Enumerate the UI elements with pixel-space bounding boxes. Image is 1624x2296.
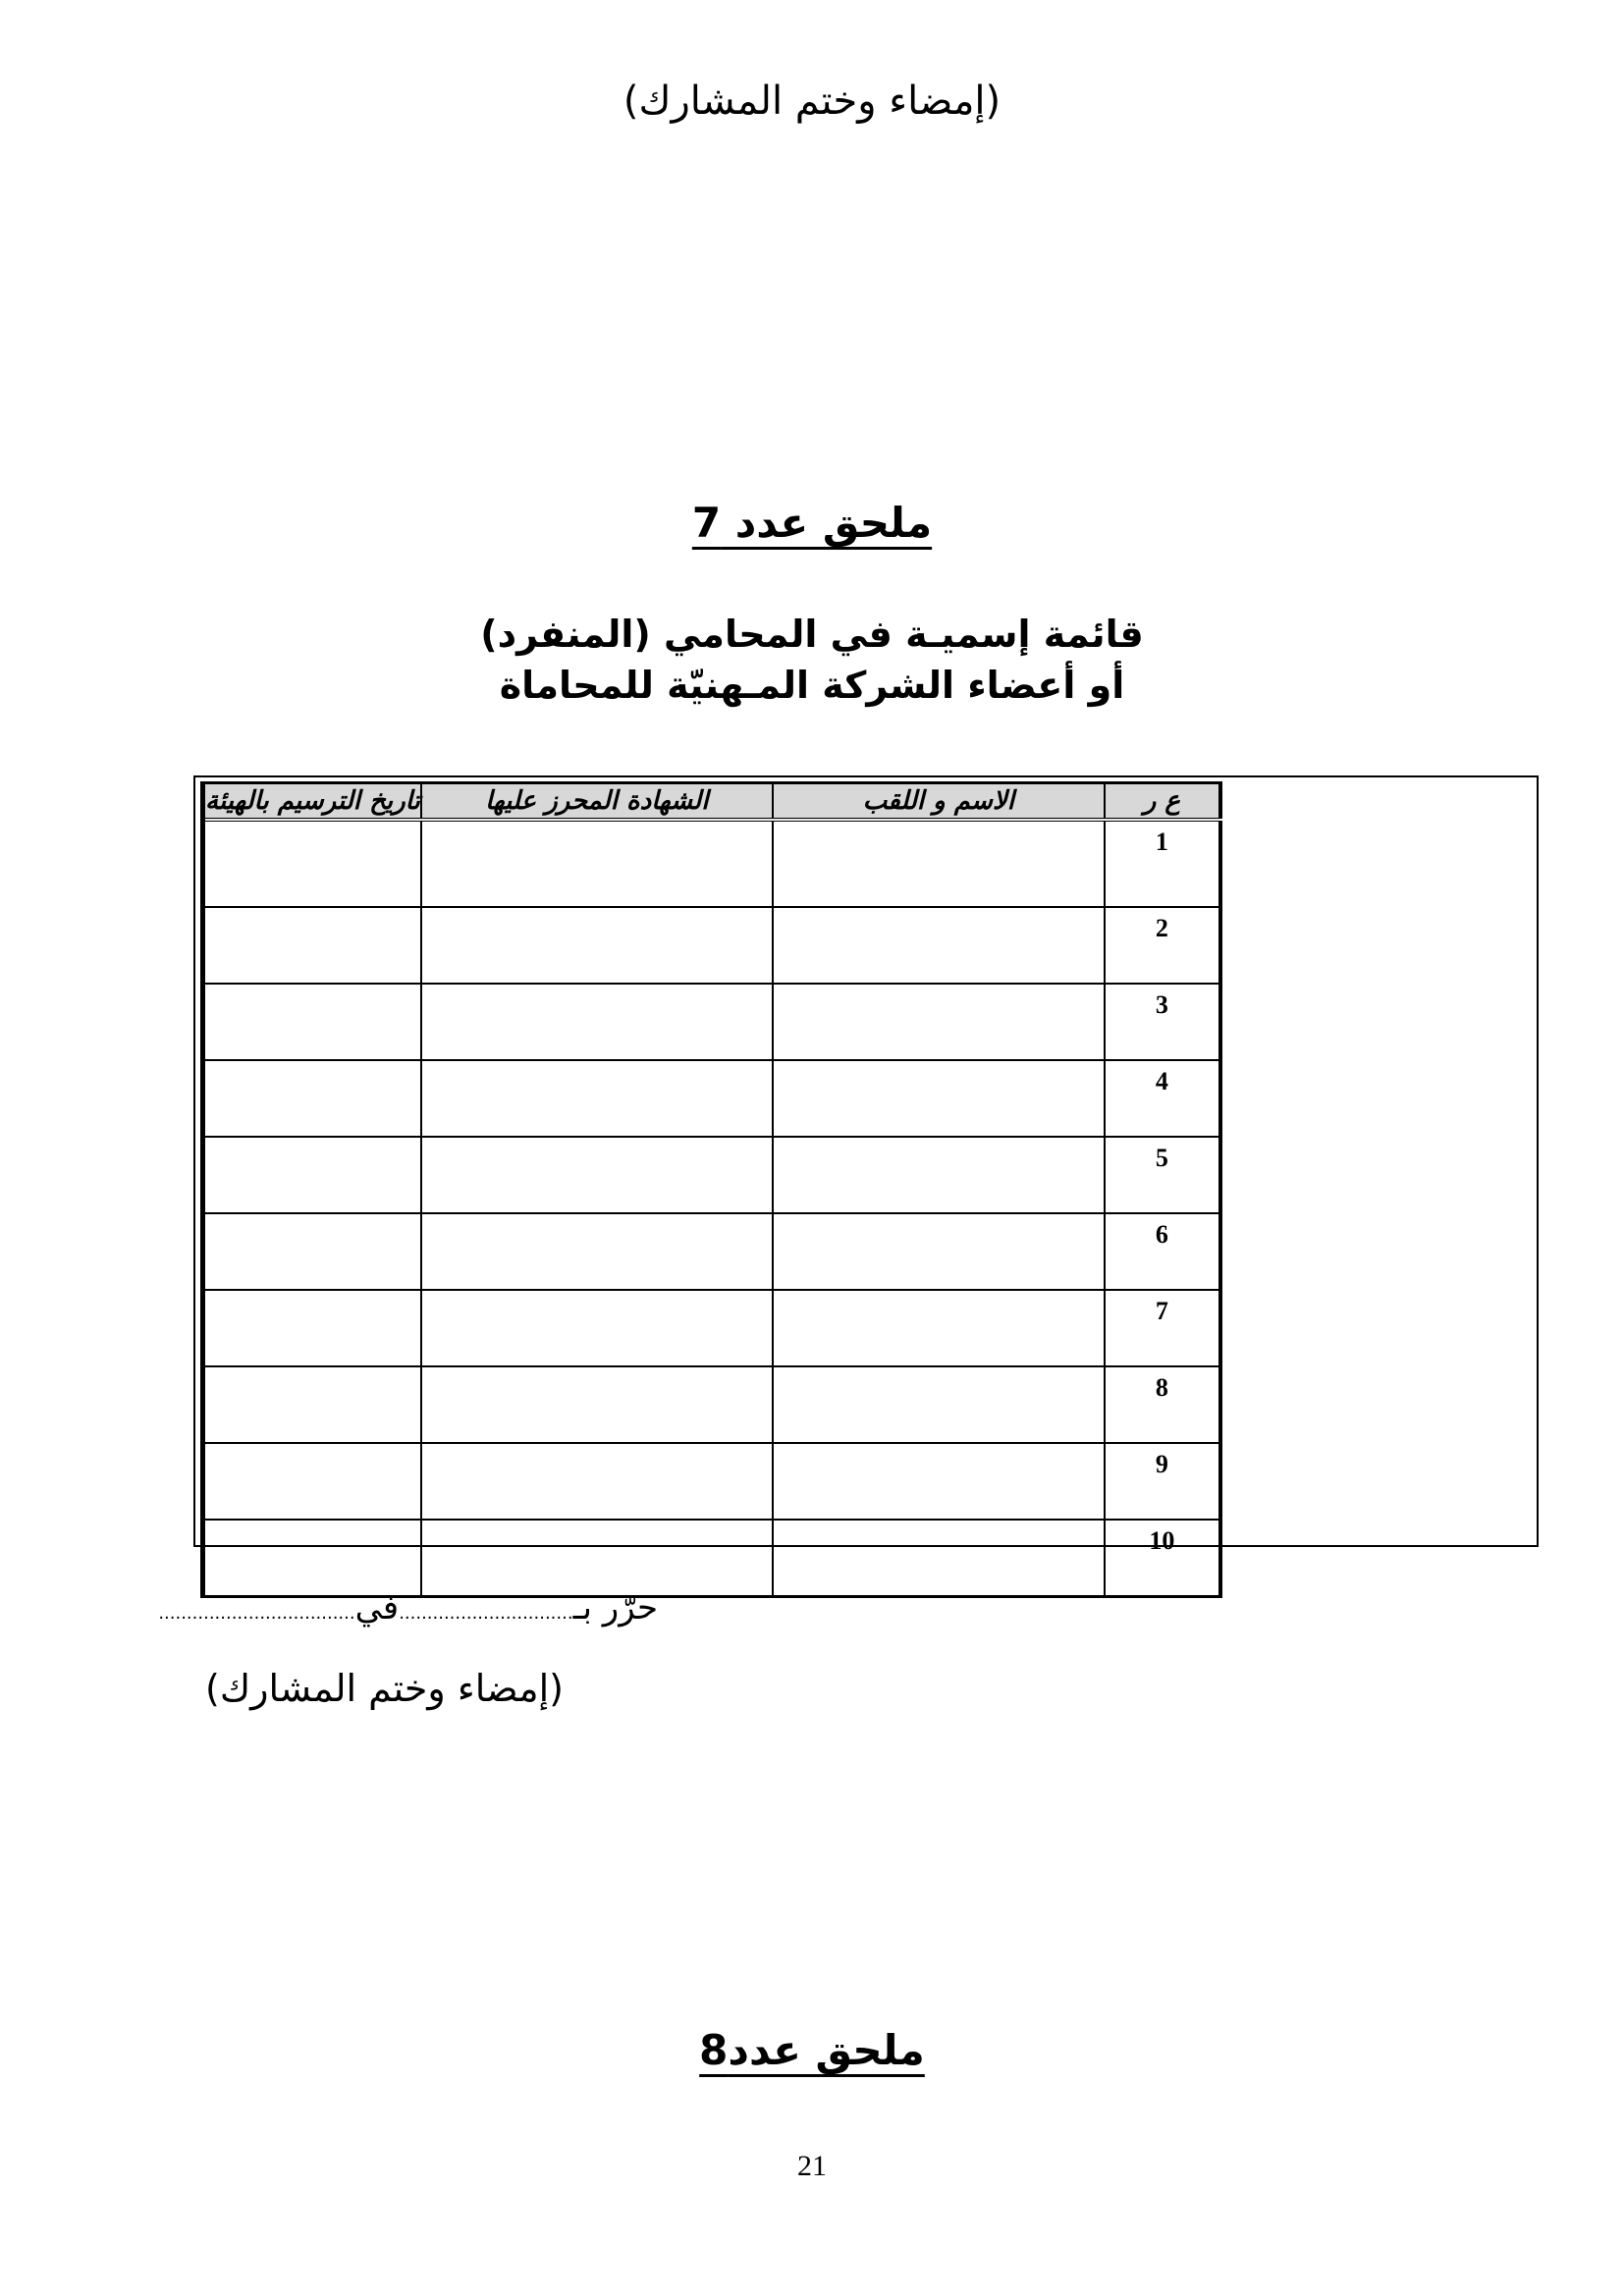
list-title-line-2: أو أعضاء الشركة المـهنيّة للمحاماة bbox=[499, 664, 1125, 707]
registration-date-cell[interactable] bbox=[203, 984, 421, 1060]
table-row bbox=[203, 1366, 1220, 1443]
row-number: 7 bbox=[1105, 1290, 1220, 1366]
name-cell[interactable] bbox=[773, 1520, 1105, 1597]
drafted-at-place-field[interactable]: ............................... bbox=[399, 1603, 573, 1624]
bottom-signature-text: (إمضاء وختم المشارك) bbox=[205, 1667, 564, 1710]
table-row bbox=[203, 1443, 1220, 1520]
certificate-cell[interactable] bbox=[421, 1060, 773, 1137]
row-number: 6 bbox=[1105, 1213, 1220, 1290]
certificate-cell[interactable] bbox=[421, 1213, 773, 1290]
registration-date-cell[interactable] bbox=[203, 1520, 421, 1597]
drafted-at-label: حرّر بـ bbox=[572, 1588, 658, 1628]
drafted-at-line bbox=[158, 1588, 658, 1628]
top-signature-text: (إمضاء وختم المشارك) bbox=[623, 79, 1001, 124]
table-row bbox=[203, 1520, 1220, 1597]
registration-date-cell[interactable] bbox=[203, 820, 421, 907]
name-cell[interactable] bbox=[773, 820, 1105, 907]
table-row bbox=[203, 1290, 1220, 1366]
certificate-cell[interactable] bbox=[421, 1137, 773, 1213]
certificate-cell[interactable] bbox=[421, 1290, 773, 1366]
row-number: 1 bbox=[1105, 820, 1220, 907]
name-cell[interactable] bbox=[773, 1443, 1105, 1520]
row-number: 3 bbox=[1105, 984, 1220, 1060]
column-header-name: الاسم و اللقب bbox=[773, 783, 1105, 821]
name-cell[interactable] bbox=[773, 1137, 1105, 1213]
registration-date-cell[interactable] bbox=[203, 1060, 421, 1137]
row-number: 9 bbox=[1105, 1443, 1220, 1520]
row-number: 8 bbox=[1105, 1366, 1220, 1443]
row-number: 4 bbox=[1105, 1060, 1220, 1137]
table-row bbox=[203, 984, 1220, 1060]
table-row bbox=[203, 1060, 1220, 1137]
certificate-cell[interactable] bbox=[421, 1366, 773, 1443]
name-cell[interactable] bbox=[773, 1213, 1105, 1290]
column-header-certificate: الشهادة المحرز عليها bbox=[421, 783, 773, 821]
members-table-frame bbox=[193, 775, 1539, 1555]
registration-date-cell[interactable] bbox=[203, 1137, 421, 1213]
name-cell[interactable] bbox=[773, 907, 1105, 984]
on-date-label: في bbox=[354, 1588, 400, 1628]
registration-date-cell[interactable] bbox=[203, 1366, 421, 1443]
annex-7-heading: ملحق عدد 7 bbox=[691, 499, 933, 547]
certificate-cell[interactable] bbox=[421, 820, 773, 907]
column-header-number: ع ر bbox=[1105, 783, 1220, 821]
registration-date-cell[interactable] bbox=[203, 1213, 421, 1290]
name-cell[interactable] bbox=[773, 1060, 1105, 1137]
annex-8-heading: ملحق عدد8 bbox=[699, 2026, 925, 2074]
list-title-line-1: قائمة إسميـة في المحامي (المنفرد) bbox=[480, 613, 1144, 656]
page-number: 21 bbox=[797, 2150, 827, 2182]
table-row bbox=[203, 1213, 1220, 1290]
table-row bbox=[203, 907, 1220, 984]
name-cell[interactable] bbox=[773, 1290, 1105, 1366]
members-table bbox=[200, 781, 1222, 1598]
registration-date-cell[interactable] bbox=[203, 907, 421, 984]
certificate-cell[interactable] bbox=[421, 907, 773, 984]
drafted-on-date-field[interactable]: ................................... bbox=[158, 1603, 355, 1624]
row-number: 5 bbox=[1105, 1137, 1220, 1213]
certificate-cell[interactable] bbox=[421, 1443, 773, 1520]
row-number: 10 bbox=[1105, 1520, 1220, 1597]
registration-date-cell[interactable] bbox=[203, 1290, 421, 1366]
name-cell[interactable] bbox=[773, 1366, 1105, 1443]
table-header-row bbox=[203, 783, 1220, 821]
certificate-cell[interactable] bbox=[421, 1520, 773, 1597]
name-cell[interactable] bbox=[773, 984, 1105, 1060]
table-row bbox=[203, 1137, 1220, 1213]
registration-date-cell[interactable] bbox=[203, 1443, 421, 1520]
column-header-registration-date: تاريخ الترسيم بالهيئة bbox=[203, 783, 421, 821]
table-row bbox=[203, 820, 1220, 907]
certificate-cell[interactable] bbox=[421, 984, 773, 1060]
row-number: 2 bbox=[1105, 907, 1220, 984]
